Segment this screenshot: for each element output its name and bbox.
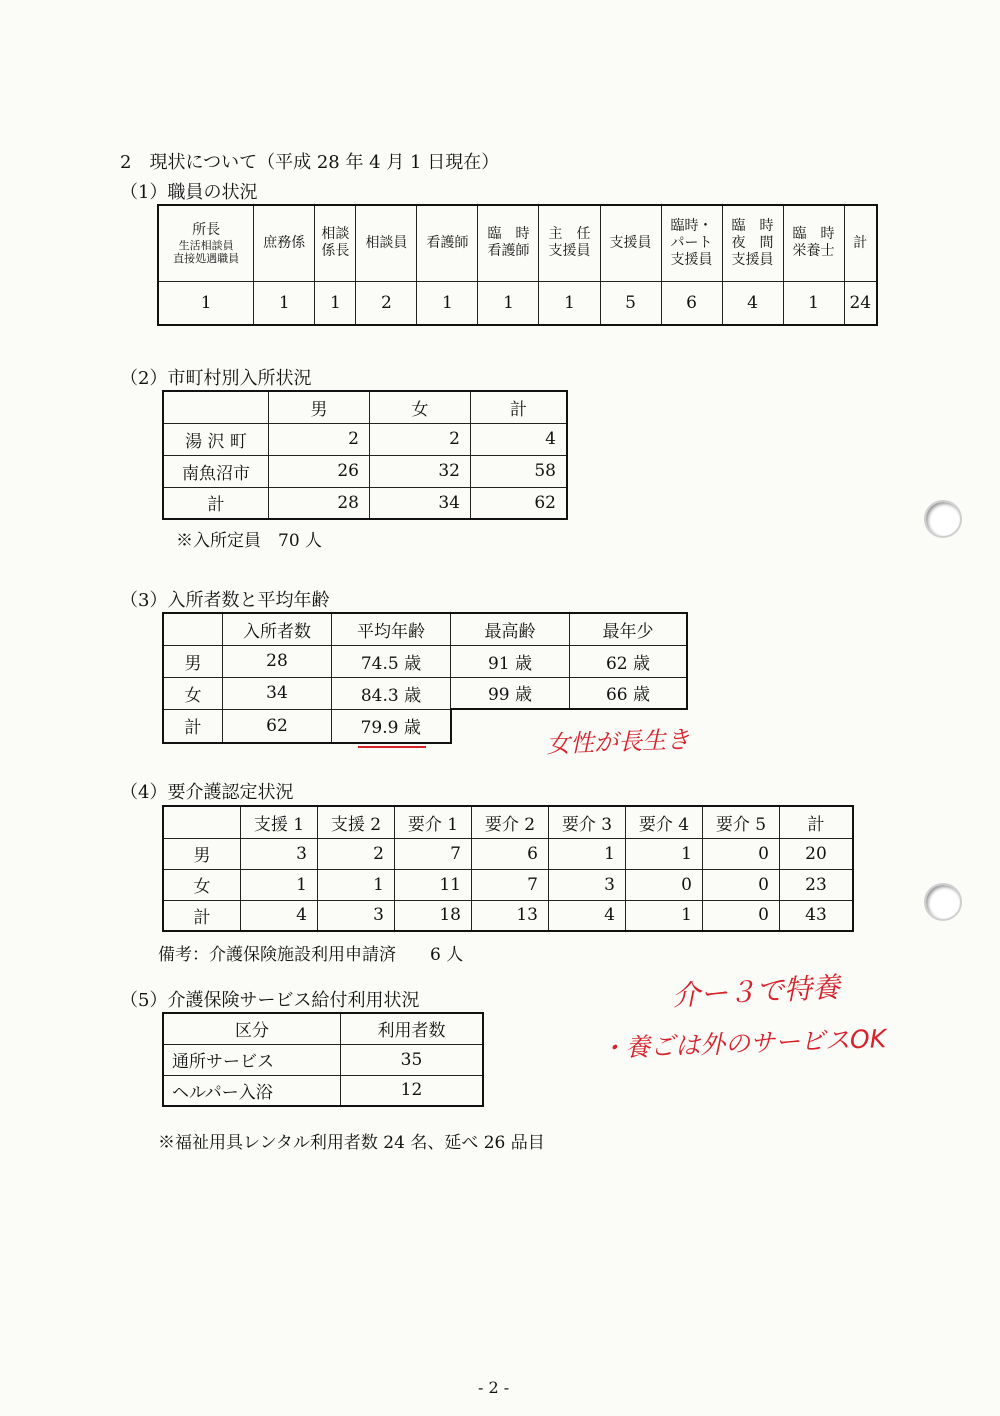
care-header: 計 xyxy=(780,806,854,838)
staff-header-supporter xyxy=(600,205,661,281)
staff-header-consult-chief xyxy=(315,205,356,281)
municipality-cell: 58 xyxy=(471,455,568,487)
care-cell: 1 xyxy=(318,869,395,900)
care-cell: 0 xyxy=(703,838,780,869)
header-line: 臨時・ xyxy=(670,217,713,234)
header-line: 生活相談員 xyxy=(178,238,234,252)
care-cell: 6 xyxy=(472,838,549,869)
staff-header-dietitian xyxy=(783,205,844,281)
services-cell: 12 xyxy=(341,1075,484,1106)
care-header xyxy=(163,806,241,838)
header-line: 臨 時 xyxy=(792,226,835,243)
services-label: 通所サービス xyxy=(163,1044,341,1075)
staff-value: 1 xyxy=(783,281,844,325)
age-label: 計 xyxy=(163,709,223,743)
municipality-cell: 2 xyxy=(269,423,370,455)
staff-value: 6 xyxy=(661,281,722,325)
municipality-cell: 34 xyxy=(370,487,471,519)
staff-header-clerk xyxy=(254,205,315,281)
age-cell-underlined xyxy=(332,709,451,743)
age-cell: 66 歳 xyxy=(570,677,688,709)
care-cell: 3 xyxy=(241,838,318,869)
age-cell: 62 xyxy=(223,709,332,743)
care-cell: 2 xyxy=(318,838,395,869)
red-underline xyxy=(358,746,426,748)
care-cell: 0 xyxy=(626,869,703,900)
staff-table xyxy=(157,204,878,326)
services-header: 区分 xyxy=(163,1013,341,1044)
age-heading: （3）入所者数と平均年齢 xyxy=(120,590,330,611)
staff-value: 1 xyxy=(478,281,539,325)
municipality-cell: 26 xyxy=(269,455,370,487)
care-label: 女 xyxy=(163,869,241,900)
municipality-header-row xyxy=(163,391,567,423)
age-header: 入所者数 xyxy=(223,613,332,645)
capacity-note: ※入所定員 70 人 xyxy=(176,531,323,551)
care-cell: 4 xyxy=(549,900,626,931)
staff-value: 1 xyxy=(254,281,315,325)
header-line: 臨 時 xyxy=(731,217,774,234)
services-row xyxy=(163,1075,483,1106)
age-cell: 28 xyxy=(223,645,332,677)
handwritten-note-services: ・養ごは外のサービスOK xyxy=(599,1024,887,1063)
staff-value: 1 xyxy=(158,281,254,325)
staff-heading: （1）職員の状況 xyxy=(120,182,258,203)
municipality-cell: 32 xyxy=(370,455,471,487)
municipality-row xyxy=(163,423,567,455)
care-cell: 1 xyxy=(549,838,626,869)
staff-value: 4 xyxy=(722,281,783,325)
header-line: 支援員 xyxy=(731,251,774,268)
staff-value: 1 xyxy=(315,281,356,325)
header-line: 栄養士 xyxy=(792,243,835,260)
municipality-cell: 4 xyxy=(471,423,568,455)
care-cell: 43 xyxy=(780,900,854,931)
header-line: 支援員 xyxy=(548,243,591,260)
punch-hole-bottom xyxy=(924,883,962,921)
care-cell: 1 xyxy=(241,869,318,900)
header-line: 臨 時 xyxy=(487,226,530,243)
age-cell: 74.5 歳 xyxy=(332,645,451,677)
care-cell: 7 xyxy=(395,838,472,869)
age-row xyxy=(163,677,687,709)
header-line: パート xyxy=(670,234,713,251)
care-row xyxy=(163,838,853,869)
staff-value: 1 xyxy=(417,281,478,325)
municipality-name: 湯 沢 町 xyxy=(163,423,269,455)
average-age-total: 79.9 歳 xyxy=(360,718,421,739)
header-line: 庶務係 xyxy=(263,234,306,251)
care-cell: 23 xyxy=(780,869,854,900)
care-row xyxy=(163,869,853,900)
care-cell: 20 xyxy=(780,838,854,869)
staff-value: 5 xyxy=(600,281,661,325)
care-row xyxy=(163,900,853,931)
municipality-header: 女 xyxy=(370,391,471,423)
care-header: 要介 1 xyxy=(395,806,472,838)
header-line: 看護師 xyxy=(487,243,530,260)
care-cell: 3 xyxy=(549,869,626,900)
staff-header-director xyxy=(158,205,254,281)
staff-header-night-supporter xyxy=(722,205,783,281)
care-table xyxy=(162,805,854,932)
care-header: 支援 2 xyxy=(318,806,395,838)
care-label: 男 xyxy=(163,838,241,869)
header-line: 直接処遇職員 xyxy=(173,251,240,265)
care-cell: 18 xyxy=(395,900,472,931)
staff-header-total xyxy=(844,205,877,281)
age-cell: 99 歳 xyxy=(451,677,570,709)
services-header-row xyxy=(163,1013,483,1044)
header-line: 所長 xyxy=(192,221,221,238)
staff-header-chief-supporter xyxy=(539,205,600,281)
services-row xyxy=(163,1044,483,1075)
header-line: 計 xyxy=(853,234,868,251)
care-header: 要介 4 xyxy=(626,806,703,838)
care-header-row xyxy=(163,806,853,838)
header-line: 看護師 xyxy=(426,234,469,251)
care-note: 備考：介護保険施設利用申請済 6 人 xyxy=(158,945,464,965)
care-cell: 1 xyxy=(626,838,703,869)
care-cell: 0 xyxy=(703,869,780,900)
care-cell: 0 xyxy=(703,900,780,931)
staff-header-consultant xyxy=(356,205,417,281)
age-cell: 91 歳 xyxy=(451,645,570,677)
age-header xyxy=(163,613,223,645)
municipality-name: 南魚沼市 xyxy=(163,455,269,487)
header-line: 支援員 xyxy=(609,234,652,251)
care-header: 要介 2 xyxy=(472,806,549,838)
care-label: 計 xyxy=(163,900,241,931)
age-cell: 34 xyxy=(223,677,332,709)
handwritten-note-care: 介ー３で特養 xyxy=(671,970,841,1013)
services-label: ヘルパー入浴 xyxy=(163,1075,341,1106)
staff-value: 2 xyxy=(356,281,417,325)
municipality-header: 計 xyxy=(471,391,568,423)
care-heading: （4）要介護認定状況 xyxy=(120,782,294,803)
age-cell: 84.3 歳 xyxy=(332,677,451,709)
care-cell: 11 xyxy=(395,869,472,900)
municipality-header xyxy=(163,391,269,423)
header-line: 係長 xyxy=(321,243,350,260)
age-header: 最高齢 xyxy=(451,613,570,645)
age-header: 平均年齢 xyxy=(332,613,451,645)
punch-hole-top xyxy=(924,500,962,538)
services-heading: （5）介護保険サービス給付利用状況 xyxy=(120,990,420,1011)
services-cell: 35 xyxy=(341,1044,484,1075)
staff-value: 24 xyxy=(844,281,877,325)
municipality-heading: （2）市町村別入所状況 xyxy=(120,368,312,389)
header-line: 支援員 xyxy=(670,251,713,268)
header-line: 主 任 xyxy=(548,226,591,243)
age-row xyxy=(163,645,687,677)
services-table xyxy=(162,1012,484,1107)
staff-value-row xyxy=(158,281,877,325)
header-line: 相談 xyxy=(321,226,350,243)
staff-header-nurse xyxy=(417,205,478,281)
municipality-cell: 28 xyxy=(269,487,370,519)
staff-header-temp-nurse xyxy=(478,205,539,281)
municipality-cell: 62 xyxy=(471,487,568,519)
age-header-row xyxy=(163,613,687,645)
care-cell: 4 xyxy=(241,900,318,931)
staff-value: 1 xyxy=(539,281,600,325)
care-cell: 1 xyxy=(626,900,703,931)
services-note: ※福祉用具レンタル利用者数 24 名、延べ 26 品目 xyxy=(158,1133,545,1153)
section-title: 2 現状について（平成 28 年 4 月 1 日現在） xyxy=(120,152,500,173)
age-label: 男 xyxy=(163,645,223,677)
municipality-row xyxy=(163,487,567,519)
header-line: 夜 間 xyxy=(731,234,774,251)
municipality-header: 男 xyxy=(269,391,370,423)
municipality-row xyxy=(163,455,567,487)
age-header: 最年少 xyxy=(570,613,688,645)
municipality-cell: 2 xyxy=(370,423,471,455)
page-number: - 2 - xyxy=(478,1378,510,1397)
services-header: 利用者数 xyxy=(341,1013,484,1044)
care-cell: 7 xyxy=(472,869,549,900)
header-line: 相談員 xyxy=(365,234,408,251)
care-header: 要介 3 xyxy=(549,806,626,838)
staff-header-row xyxy=(158,205,877,281)
municipality-table xyxy=(162,390,568,520)
care-header: 支援 1 xyxy=(241,806,318,838)
care-cell: 3 xyxy=(318,900,395,931)
age-cell: 62 歳 xyxy=(570,645,688,677)
care-header: 要介 5 xyxy=(703,806,780,838)
municipality-name: 計 xyxy=(163,487,269,519)
staff-header-parttime-supporter xyxy=(661,205,722,281)
care-cell: 13 xyxy=(472,900,549,931)
handwritten-note-women: 女性が長生き xyxy=(545,725,691,759)
age-label: 女 xyxy=(163,677,223,709)
